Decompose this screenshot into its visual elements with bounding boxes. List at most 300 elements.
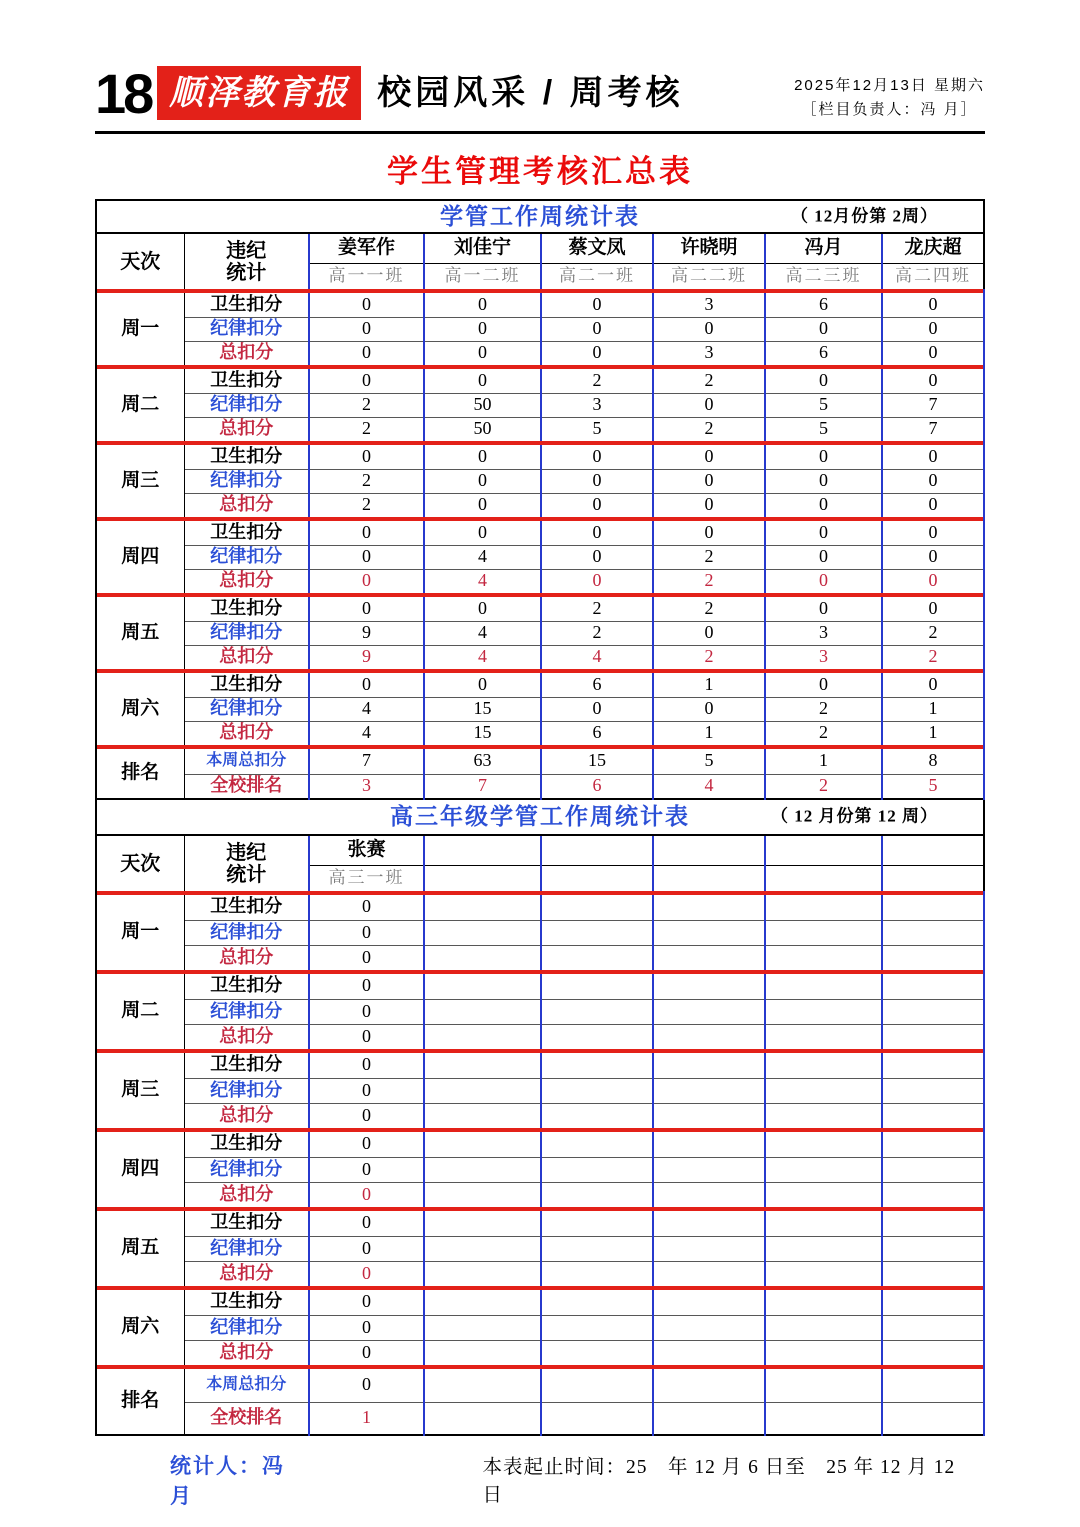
table-row (96, 493, 984, 517)
week-total-score: 63 (424, 749, 541, 774)
hygiene-label: 卫生扣分 (184, 521, 309, 545)
total-score (653, 945, 765, 970)
total-score: 0 (653, 493, 765, 517)
hygiene-score: 0 (309, 1211, 424, 1236)
table-row (96, 1132, 984, 1157)
total-score (424, 1261, 541, 1286)
hygiene-score (541, 1132, 653, 1157)
section-title-row (96, 200, 984, 233)
day-label: 周一 (96, 293, 184, 365)
total-score (882, 1340, 984, 1365)
teacher-name: 刘佳宁 (424, 233, 541, 263)
hygiene-label: 卫生扣分 (184, 1290, 309, 1315)
school-rank-value (882, 1402, 984, 1435)
discipline-score: 0 (882, 317, 984, 341)
discipline-score (882, 1078, 984, 1103)
school-rank-value (765, 1402, 882, 1435)
table-row (96, 597, 984, 621)
discipline-score: 2 (309, 469, 424, 493)
hygiene-label: 卫生扣分 (184, 1053, 309, 1078)
date-line: 2025年12月13日 星期六 (794, 77, 985, 94)
week-total-score: 15 (541, 749, 653, 774)
total-score: 0 (309, 945, 424, 970)
total-score (653, 1103, 765, 1128)
hygiene-score (424, 895, 541, 920)
hygiene-score (765, 974, 882, 999)
discipline-score (541, 920, 653, 945)
discipline-score (541, 1078, 653, 1103)
discipline-score (882, 920, 984, 945)
page-number: 18 (95, 62, 152, 125)
total-score (882, 1103, 984, 1128)
week-total-score (653, 1369, 765, 1402)
total-label: 总扣分 (184, 721, 309, 745)
hygiene-score (653, 974, 765, 999)
total-score (424, 1182, 541, 1207)
discipline-label: 纪律扣分 (184, 621, 309, 645)
total-label: 总扣分 (184, 341, 309, 365)
violation-header-line: 统计 (226, 863, 267, 886)
total-score (765, 1103, 882, 1128)
hygiene-score: 0 (541, 521, 653, 545)
discipline-score (653, 999, 765, 1024)
discipline-label: 纪律扣分 (184, 1078, 309, 1103)
total-label: 总扣分 (184, 569, 309, 593)
hygiene-label: 卫生扣分 (184, 974, 309, 999)
class-name (424, 865, 541, 891)
table-row (96, 569, 984, 593)
hygiene-score (882, 1211, 984, 1236)
discipline-score: 4 (424, 545, 541, 569)
hygiene-score (765, 1211, 882, 1236)
hygiene-score (424, 1053, 541, 1078)
week-total-score: 8 (882, 749, 984, 774)
discipline-score: 0 (653, 317, 765, 341)
total-score (882, 945, 984, 970)
discipline-score: 15 (424, 697, 541, 721)
day-label: 周六 (96, 1290, 184, 1365)
hygiene-score (765, 895, 882, 920)
hygiene-score (765, 1053, 882, 1078)
hygiene-score: 0 (882, 369, 984, 393)
discipline-score: 0 (653, 621, 765, 645)
discipline-score: 4 (424, 621, 541, 645)
class-name: 高二一班 (541, 263, 653, 289)
school-rank-label: 全校排名 (184, 774, 309, 799)
teacher-name (541, 835, 653, 865)
total-score: 9 (309, 645, 424, 669)
page-title: 学生管理考核汇总表 (387, 154, 693, 189)
week-total-score: 5 (653, 749, 765, 774)
table-footer (95, 1450, 985, 1510)
discipline-score (541, 1236, 653, 1261)
teacher-name: 冯月 (765, 233, 882, 263)
total-score: 6 (541, 721, 653, 745)
discipline-score (765, 999, 882, 1024)
total-score (653, 1340, 765, 1365)
total-score: 3 (765, 645, 882, 669)
hygiene-score: 0 (653, 445, 765, 469)
newspaper-header (95, 0, 985, 125)
day-label: 周二 (96, 974, 184, 1049)
discipline-label: 纪律扣分 (184, 920, 309, 945)
hygiene-score (882, 974, 984, 999)
discipline-score: 0 (882, 469, 984, 493)
total-score: 2 (882, 645, 984, 669)
total-label: 总扣分 (184, 1340, 309, 1365)
total-score (541, 1261, 653, 1286)
discipline-score: 0 (765, 317, 882, 341)
hygiene-score: 0 (882, 673, 984, 697)
discipline-score: 0 (309, 1315, 424, 1340)
rank-label: 排名 (96, 749, 184, 799)
total-score: 0 (424, 493, 541, 517)
total-score: 2 (309, 493, 424, 517)
total-score (882, 1024, 984, 1049)
table-row (96, 445, 984, 469)
total-score (765, 1182, 882, 1207)
discipline-label: 纪律扣分 (184, 697, 309, 721)
day-label: 周四 (96, 1132, 184, 1207)
statistician-label: 统计人：冯 月 (170, 1454, 308, 1508)
table-row (96, 369, 984, 393)
total-score: 4 (309, 721, 424, 745)
hygiene-score: 0 (653, 521, 765, 545)
teacher-name: 张赛 (309, 835, 424, 865)
table-row (96, 1103, 984, 1128)
total-score: 0 (765, 569, 882, 593)
hygiene-score: 0 (765, 521, 882, 545)
total-score (424, 1103, 541, 1128)
table-row (96, 393, 984, 417)
total-score: 0 (541, 493, 653, 517)
total-label: 总扣分 (184, 417, 309, 441)
violation-header-line: 违纪 (226, 841, 267, 864)
table-row (96, 417, 984, 441)
total-score: 0 (309, 1103, 424, 1128)
hygiene-score (765, 1290, 882, 1315)
total-score (653, 1182, 765, 1207)
class-name: 高二三班 (765, 263, 882, 289)
week-total-score (541, 1369, 653, 1402)
teacher-name: 姜军作 (309, 233, 424, 263)
section-title-row (96, 799, 984, 835)
total-score: 4 (424, 569, 541, 593)
discipline-score (653, 1315, 765, 1340)
discipline-score (424, 1157, 541, 1182)
total-score (882, 1261, 984, 1286)
discipline-label: 纪律扣分 (184, 317, 309, 341)
table-row (96, 673, 984, 697)
total-score (765, 1261, 882, 1286)
total-score: 0 (541, 569, 653, 593)
discipline-label: 纪律扣分 (184, 545, 309, 569)
total-score: 0 (309, 341, 424, 365)
school-rank-value (653, 1402, 765, 1435)
assessment-table (95, 199, 985, 1436)
discipline-score: 0 (309, 1236, 424, 1261)
discipline-score: 0 (882, 545, 984, 569)
day-label: 周二 (96, 369, 184, 441)
hygiene-score: 0 (765, 597, 882, 621)
total-score: 0 (309, 1340, 424, 1365)
total-label: 总扣分 (184, 1024, 309, 1049)
discipline-score: 3 (765, 621, 882, 645)
total-label: 总扣分 (184, 1103, 309, 1128)
teacher-name: 龙庆超 (882, 233, 984, 263)
discipline-score (765, 1078, 882, 1103)
hygiene-score: 0 (424, 445, 541, 469)
total-score: 2 (765, 721, 882, 745)
table-row (96, 1402, 984, 1435)
total-score (541, 1182, 653, 1207)
section-week-note: （ 12 月份第 12 周） (771, 806, 938, 826)
discipline-score: 0 (309, 1078, 424, 1103)
table-row (96, 721, 984, 745)
discipline-score: 7 (882, 393, 984, 417)
total-score (541, 1024, 653, 1049)
section-title: 高三年级学管工作周统计表 (390, 803, 690, 830)
total-score: 6 (765, 341, 882, 365)
hygiene-score (424, 974, 541, 999)
school-rank-value: 1 (309, 1402, 424, 1435)
table-row (96, 749, 984, 774)
discipline-score (765, 1315, 882, 1340)
day-label: 周五 (96, 1211, 184, 1286)
school-rank-label: 全校排名 (184, 1402, 309, 1435)
hygiene-label: 卫生扣分 (184, 1211, 309, 1236)
table-row (96, 1236, 984, 1261)
class-name (765, 865, 882, 891)
discipline-score: 0 (309, 317, 424, 341)
hygiene-score (765, 1132, 882, 1157)
discipline-score: 0 (541, 469, 653, 493)
total-score: 2 (653, 569, 765, 593)
hygiene-score (541, 1290, 653, 1315)
table-row (96, 799, 984, 835)
hygiene-score: 0 (309, 673, 424, 697)
discipline-score: 0 (309, 545, 424, 569)
discipline-score: 0 (424, 317, 541, 341)
total-score: 2 (653, 417, 765, 441)
discipline-score (653, 1236, 765, 1261)
discipline-score (765, 1157, 882, 1182)
hygiene-score: 0 (424, 597, 541, 621)
hygiene-score: 0 (309, 597, 424, 621)
hygiene-score: 0 (309, 369, 424, 393)
hygiene-score: 0 (765, 445, 882, 469)
total-score (541, 1103, 653, 1128)
hygiene-score: 0 (309, 293, 424, 317)
section-heading: 校园风采 / 周考核 (377, 74, 684, 112)
hygiene-score: 0 (765, 673, 882, 697)
discipline-score: 50 (424, 393, 541, 417)
hygiene-score: 0 (424, 673, 541, 697)
discipline-score: 2 (309, 393, 424, 417)
table-row (96, 1211, 984, 1236)
total-score (424, 945, 541, 970)
hygiene-score (653, 1132, 765, 1157)
school-rank-value (424, 1402, 541, 1435)
hygiene-score (653, 895, 765, 920)
day-label: 周四 (96, 521, 184, 593)
hygiene-score (541, 1211, 653, 1236)
hygiene-score: 0 (882, 445, 984, 469)
hygiene-label: 卫生扣分 (184, 597, 309, 621)
discipline-label: 纪律扣分 (184, 393, 309, 417)
total-score: 0 (309, 569, 424, 593)
section-title: 学管工作周统计表 (440, 202, 640, 229)
discipline-label: 纪律扣分 (184, 1315, 309, 1340)
hygiene-score (653, 1211, 765, 1236)
discipline-score: 2 (653, 545, 765, 569)
discipline-score (882, 1157, 984, 1182)
total-score: 4 (424, 645, 541, 669)
table-row (96, 1024, 984, 1049)
total-score: 0 (765, 493, 882, 517)
discipline-score: 3 (541, 393, 653, 417)
class-name: 高三一班 (309, 865, 424, 891)
hygiene-score: 0 (309, 895, 424, 920)
period-label: 本表起止时间：25 年 12 月 6 日至 25 年 12 月 12 日 (482, 1457, 976, 1506)
discipline-label: 纪律扣分 (184, 469, 309, 493)
discipline-score: 0 (541, 317, 653, 341)
teacher-name (424, 835, 541, 865)
total-score: 5 (541, 417, 653, 441)
masthead-logo: 顺泽教育报 (157, 66, 361, 120)
total-score: 1 (653, 721, 765, 745)
day-column-header: 天次 (96, 835, 184, 891)
discipline-score (541, 1315, 653, 1340)
discipline-label: 纪律扣分 (184, 1157, 309, 1182)
hygiene-score: 0 (424, 293, 541, 317)
table-row (96, 999, 984, 1024)
total-score (653, 1261, 765, 1286)
discipline-score (541, 999, 653, 1024)
table-row (96, 1261, 984, 1286)
discipline-score (882, 1315, 984, 1340)
teacher-name (653, 835, 765, 865)
hygiene-score (541, 974, 653, 999)
discipline-score: 2 (882, 621, 984, 645)
hygiene-score (541, 1053, 653, 1078)
discipline-score: 0 (541, 545, 653, 569)
hygiene-score: 0 (882, 597, 984, 621)
hygiene-label: 卫生扣分 (184, 445, 309, 469)
discipline-score (653, 920, 765, 945)
discipline-score: 0 (309, 920, 424, 945)
table-row (96, 774, 984, 799)
school-rank-value: 3 (309, 774, 424, 799)
hygiene-score: 6 (765, 293, 882, 317)
school-rank-value: 7 (424, 774, 541, 799)
hygiene-score (882, 1290, 984, 1315)
week-total-score: 0 (309, 1369, 424, 1402)
table-row (96, 1157, 984, 1182)
section-week-note: （ 12月份第 2周） (791, 206, 938, 226)
table-row (96, 521, 984, 545)
table-row (96, 469, 984, 493)
discipline-score (424, 1236, 541, 1261)
total-score: 0 (309, 1261, 424, 1286)
discipline-score (765, 920, 882, 945)
hygiene-score: 1 (653, 673, 765, 697)
total-score (765, 945, 882, 970)
week-total-score (882, 1369, 984, 1402)
school-rank-value (541, 1402, 653, 1435)
hygiene-score: 0 (882, 521, 984, 545)
total-score: 5 (765, 417, 882, 441)
total-score (424, 1024, 541, 1049)
week-total-score (765, 1369, 882, 1402)
table-row (96, 1182, 984, 1207)
teacher-name: 许晓明 (653, 233, 765, 263)
hygiene-score: 0 (541, 293, 653, 317)
hygiene-score (424, 1132, 541, 1157)
total-score (424, 1340, 541, 1365)
violation-header-line: 违纪 (226, 239, 267, 262)
hygiene-score: 2 (541, 369, 653, 393)
day-label: 周三 (96, 1053, 184, 1128)
table-row (96, 920, 984, 945)
week-total-score (424, 1369, 541, 1402)
day-column-header: 天次 (96, 233, 184, 289)
discipline-score (765, 1236, 882, 1261)
total-score: 2 (653, 645, 765, 669)
school-rank-value: 4 (653, 774, 765, 799)
hygiene-score (424, 1211, 541, 1236)
table-row (96, 945, 984, 970)
discipline-score (882, 1236, 984, 1261)
total-score: 1 (882, 721, 984, 745)
discipline-score (882, 999, 984, 1024)
class-name (541, 865, 653, 891)
discipline-score: 0 (653, 393, 765, 417)
class-name: 高二四班 (882, 263, 984, 289)
hygiene-score (541, 895, 653, 920)
discipline-score: 0 (765, 469, 882, 493)
teacher-name: 蔡文凤 (541, 233, 653, 263)
class-name: 高一一班 (309, 263, 424, 289)
table-row (96, 645, 984, 669)
class-name (653, 865, 765, 891)
total-score: 7 (882, 417, 984, 441)
rank-label: 排名 (96, 1369, 184, 1435)
hygiene-score (882, 895, 984, 920)
hygiene-score: 0 (541, 445, 653, 469)
hygiene-score: 0 (309, 1132, 424, 1157)
total-score (882, 1182, 984, 1207)
discipline-score: 5 (765, 393, 882, 417)
total-score: 0 (882, 341, 984, 365)
discipline-label: 纪律扣分 (184, 999, 309, 1024)
hygiene-score: 0 (309, 1053, 424, 1078)
hygiene-label: 卫生扣分 (184, 1132, 309, 1157)
hygiene-label: 卫生扣分 (184, 895, 309, 920)
discipline-score: 2 (765, 697, 882, 721)
discipline-score (424, 1315, 541, 1340)
discipline-label: 纪律扣分 (184, 1236, 309, 1261)
discipline-score: 0 (653, 697, 765, 721)
total-label: 总扣分 (184, 1261, 309, 1286)
discipline-score: 0 (309, 999, 424, 1024)
week-total-label: 本周总扣分 (184, 749, 309, 774)
hygiene-score: 2 (653, 369, 765, 393)
table-row (96, 1078, 984, 1103)
teacher-name (882, 835, 984, 865)
class-name: 高一二班 (424, 263, 541, 289)
table-row (96, 317, 984, 341)
